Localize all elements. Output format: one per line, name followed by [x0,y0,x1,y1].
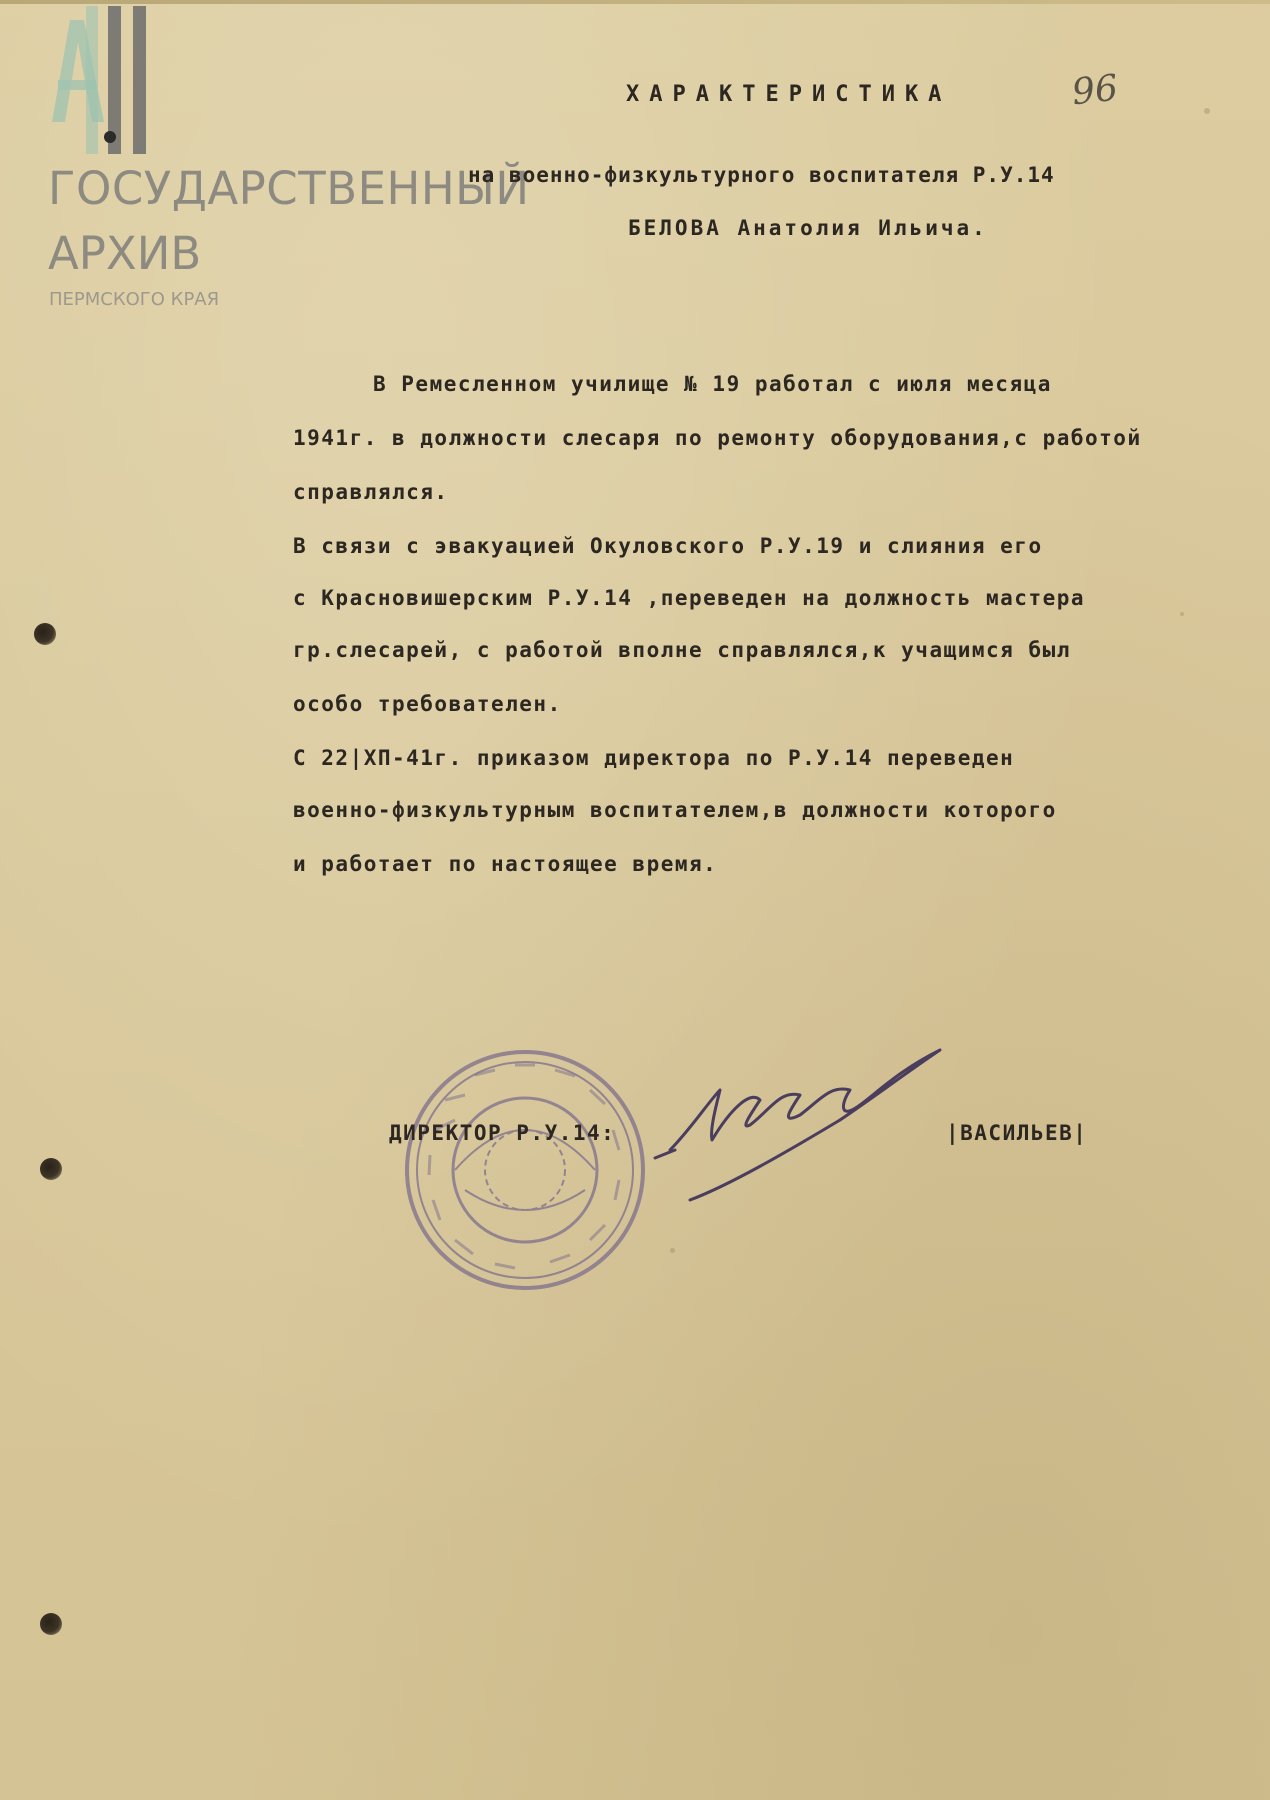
watermark-line-2: АРХИВ [48,227,202,280]
archive-watermark [48,2,568,312]
ink-blot [670,1248,675,1253]
watermark-line-3: ПЕРМСКОГО КРАЯ [49,289,220,310]
body-line: с Красновишерским Р.У.14 ,переведен на должность мастера [293,586,1086,610]
punch-hole [40,1158,62,1180]
body-line: особо требователен. [293,692,562,716]
round-seal-stamp [395,1040,655,1300]
archive-logo-icon [48,2,158,157]
page-number: 96 [1069,67,1120,114]
punch-hole [34,623,56,645]
watermark-line-1: ГОСУДАРСТВЕННЫЙ [48,162,530,215]
body-line: 1941г. в должности слесаря по ремонту оборудования,с работой [293,426,1142,450]
document-title: ХАРАКТЕРИСТИКА [626,82,952,107]
ink-blot [1180,612,1184,616]
punch-hole [40,1613,62,1635]
body-line: гр.слесарей, с работой вполне справлялся,к учащимся был [293,638,1071,662]
body-line: военно-физкультурным воспитателем,в должности которого [293,798,1057,822]
signature-label: ДИРЕКТОР Р.У.14: [389,1121,616,1145]
body-line: С 22|XП-41г. приказом директора по Р.У.14 переведен [293,746,1015,770]
body-line: и работает по настоящее время. [293,852,718,876]
ink-blot [1204,108,1210,114]
document-subtitle: на военно-физкультурного воспитателя Р.У.14 [468,163,1055,187]
body-line: В связи с эвакуацией Окуловского Р.У.19 и слияния его [293,534,1043,558]
signer-name: |ВАСИЛЬЕВ| [946,1121,1088,1145]
person-name: БЕЛОВА Анатолия Ильича. [628,216,988,240]
body-line: справлялся. [293,480,449,504]
body-line: В Ремесленном училище № 19 работал с июля месяца [373,372,1052,396]
